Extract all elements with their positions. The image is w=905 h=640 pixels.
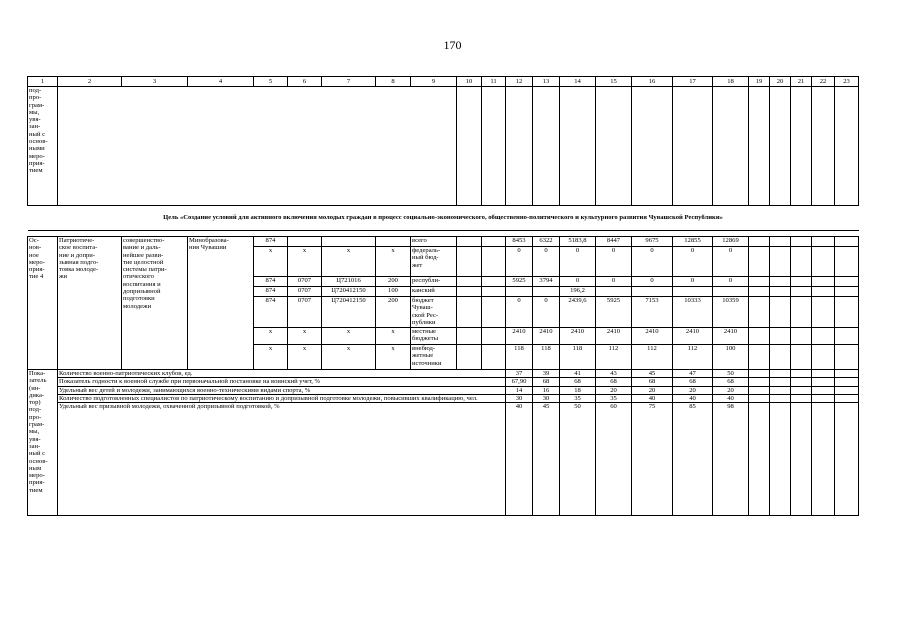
column-number: 15 bbox=[596, 77, 632, 87]
indicator-name: Удельный вес призывной молодежи, охваченной допризывной подготовкой, % bbox=[58, 403, 506, 516]
empty-cell bbox=[835, 87, 859, 206]
column-number: 14 bbox=[560, 77, 596, 87]
indicator-value: 14 bbox=[506, 386, 533, 394]
indicator-value: 50 bbox=[560, 403, 596, 516]
empty-cell bbox=[749, 403, 770, 516]
empty-cell bbox=[482, 277, 506, 287]
indicator-value: 35 bbox=[596, 394, 632, 402]
funding-value: 0 bbox=[506, 297, 533, 328]
funding-value: 10333 bbox=[673, 297, 713, 328]
goal-row bbox=[28, 206, 859, 231]
funding-value: 0 bbox=[632, 247, 673, 277]
funding-value bbox=[673, 287, 713, 297]
indicator-value: 41 bbox=[560, 370, 596, 378]
funding-value: 2410 bbox=[713, 328, 749, 345]
column-number: 16 bbox=[632, 77, 673, 87]
empty-cell bbox=[749, 370, 770, 378]
funding-value: 5925 bbox=[596, 297, 632, 328]
section-code: x bbox=[288, 345, 322, 370]
indicator-row bbox=[28, 394, 859, 402]
empty-cell bbox=[770, 394, 791, 402]
empty-cell bbox=[749, 378, 770, 386]
empty-cell bbox=[835, 378, 859, 386]
expense-type-code: x bbox=[376, 247, 411, 277]
empty-cell bbox=[770, 370, 791, 378]
indicator-row bbox=[28, 386, 859, 394]
empty-cell bbox=[596, 87, 632, 206]
funding-source: республи- bbox=[411, 277, 457, 287]
funding-value: 2410 bbox=[632, 328, 673, 345]
indicator-label-continued: под- про- грам- мы, увя- зан- ный с основ- ными меро- прия- тием bbox=[28, 87, 58, 206]
empty-cell bbox=[770, 247, 791, 277]
empty-cell bbox=[835, 297, 859, 328]
indicator-value: 98 bbox=[713, 403, 749, 516]
funding-source: внебюд- жетные источники bbox=[411, 345, 457, 370]
empty-cell bbox=[457, 287, 482, 297]
empty-cell bbox=[749, 287, 770, 297]
indicator-value: 40 bbox=[506, 403, 533, 516]
empty-cell bbox=[812, 370, 835, 378]
empty-cell bbox=[770, 403, 791, 516]
indicator-continuation-row bbox=[28, 87, 859, 206]
funding-value: 0 bbox=[632, 277, 673, 287]
indicator-value: 68 bbox=[560, 378, 596, 386]
column-number: 19 bbox=[749, 77, 770, 87]
funding-value: 118 bbox=[533, 345, 560, 370]
column-number: 10 bbox=[457, 77, 482, 87]
empty-cell bbox=[791, 297, 812, 328]
expense-type-code: 200 bbox=[376, 277, 411, 287]
empty-cell bbox=[482, 87, 506, 206]
empty-cell bbox=[791, 378, 812, 386]
indicator-name: Количество подготовленных специалистов по патриотическому воспитанию и допризывной подготовке молодежи, повысивших квалификацию, чел. bbox=[58, 394, 506, 402]
funding-value: 118 bbox=[560, 345, 596, 370]
target-item-code: Ц720412150 bbox=[322, 297, 376, 328]
indicator-value: 20 bbox=[673, 386, 713, 394]
section-code: 0707 bbox=[288, 287, 322, 297]
indicator-name: Показатель годности к военной службе при первоначальной постановке на воинский учет, % bbox=[58, 378, 506, 386]
empty-cell bbox=[770, 287, 791, 297]
funding-source: федераль- ный бюд- жет bbox=[411, 247, 457, 277]
budget-code: 874 bbox=[254, 287, 288, 297]
empty-cell bbox=[835, 345, 859, 370]
empty-cell bbox=[812, 287, 835, 297]
empty-cell bbox=[770, 328, 791, 345]
empty-cell bbox=[835, 237, 859, 247]
funding-value: 2410 bbox=[673, 328, 713, 345]
empty-cell bbox=[749, 237, 770, 247]
indicator-value: 43 bbox=[596, 370, 632, 378]
empty-cell bbox=[457, 345, 482, 370]
activity-executor: Минобразова- ния Чувашии bbox=[188, 237, 254, 370]
empty-cell bbox=[749, 386, 770, 394]
budget-code: x bbox=[254, 328, 288, 345]
empty-cell bbox=[835, 287, 859, 297]
indicator-value: 30 bbox=[533, 394, 560, 402]
funding-value: 10359 bbox=[713, 297, 749, 328]
empty-cell bbox=[835, 386, 859, 394]
funding-value bbox=[533, 287, 560, 297]
section-code: 0707 bbox=[288, 277, 322, 287]
indicator-value: 40 bbox=[713, 394, 749, 402]
budget-code: 874 bbox=[254, 277, 288, 287]
empty-cell bbox=[770, 87, 791, 206]
expense-type-code: x bbox=[376, 328, 411, 345]
funding-source: местные бюджеты bbox=[411, 328, 457, 345]
column-number: 4 bbox=[188, 77, 254, 87]
funding-value: 0 bbox=[673, 277, 713, 287]
funding-value: 0 bbox=[596, 247, 632, 277]
empty-cell bbox=[835, 394, 859, 402]
indicator-value: 68 bbox=[713, 378, 749, 386]
funding-value bbox=[632, 287, 673, 297]
funding-value: 0 bbox=[713, 277, 749, 287]
empty-cell bbox=[791, 370, 812, 378]
empty-cell bbox=[770, 378, 791, 386]
expense-type-code: 200 bbox=[376, 297, 411, 328]
funding-value: 6322 bbox=[533, 237, 560, 247]
column-number: 17 bbox=[673, 77, 713, 87]
column-number: 13 bbox=[533, 77, 560, 87]
indicator-value: 37 bbox=[506, 370, 533, 378]
indicator-value: 20 bbox=[632, 386, 673, 394]
empty-cell bbox=[812, 378, 835, 386]
indicator-value: 45 bbox=[533, 403, 560, 516]
page-number: 170 bbox=[443, 38, 462, 52]
section-code: 0707 bbox=[288, 297, 322, 328]
empty-cell bbox=[58, 87, 457, 206]
empty-cell bbox=[791, 386, 812, 394]
funding-value: 2410 bbox=[560, 328, 596, 345]
column-number: 3 bbox=[122, 77, 188, 87]
empty-cell bbox=[812, 277, 835, 287]
target-item-code: Ц720412150 bbox=[322, 287, 376, 297]
empty-cell bbox=[749, 297, 770, 328]
indicator-name: Количество военно-патриотических клубов, ед. bbox=[58, 370, 506, 378]
funding-value: 5183,8 bbox=[560, 237, 596, 247]
empty-cell bbox=[812, 394, 835, 402]
empty-cell bbox=[812, 403, 835, 516]
section-code: x bbox=[288, 247, 322, 277]
indicator-value: 39 bbox=[533, 370, 560, 378]
funding-value: 0 bbox=[713, 247, 749, 277]
funding-source: всего bbox=[411, 237, 457, 247]
empty-cell bbox=[835, 370, 859, 378]
empty-cell bbox=[812, 297, 835, 328]
empty-cell bbox=[770, 277, 791, 287]
indicator-value: 20 bbox=[713, 386, 749, 394]
indicator-value: 85 bbox=[673, 403, 713, 516]
indicator-value: 30 bbox=[506, 394, 533, 402]
column-number: 5 bbox=[254, 77, 288, 87]
funding-value: 12855 bbox=[673, 237, 713, 247]
funding-value: 2439,6 bbox=[560, 297, 596, 328]
column-number: 8 bbox=[376, 77, 411, 87]
funding-value: 100 bbox=[713, 345, 749, 370]
empty-cell bbox=[749, 277, 770, 287]
funding-value bbox=[596, 287, 632, 297]
indicator-name: Удельный вес детей и молодежи, занимающихся военно-техническими видами спорта, % bbox=[58, 386, 506, 394]
empty-cell bbox=[457, 247, 482, 277]
column-number: 1 bbox=[28, 77, 58, 87]
indicator-value: 67,90 bbox=[506, 378, 533, 386]
empty-cell bbox=[770, 345, 791, 370]
indicator-value: 68 bbox=[673, 378, 713, 386]
column-number: 22 bbox=[812, 77, 835, 87]
empty-cell bbox=[812, 386, 835, 394]
funding-value: 2410 bbox=[506, 328, 533, 345]
indicator-value: 50 bbox=[713, 370, 749, 378]
funding-value: 0 bbox=[533, 297, 560, 328]
funding-value: 8453 bbox=[506, 237, 533, 247]
indicator-value: 68 bbox=[533, 378, 560, 386]
empty-cell bbox=[812, 247, 835, 277]
activity-goal: совершенство- вание и даль- нейшее разви- тие целостной системы патри- отического воспитания и допризывной подготовки молодежи bbox=[122, 237, 188, 370]
funding-value: 0 bbox=[596, 277, 632, 287]
funding-value: 0 bbox=[506, 247, 533, 277]
empty-cell bbox=[457, 328, 482, 345]
indicator-value: 18 bbox=[560, 386, 596, 394]
indicator-value: 60 bbox=[596, 403, 632, 516]
empty-cell bbox=[835, 277, 859, 287]
funding-value bbox=[713, 287, 749, 297]
column-number: 12 bbox=[506, 77, 533, 87]
empty-cell bbox=[749, 394, 770, 402]
funding-value: 2410 bbox=[533, 328, 560, 345]
indicator-value: 40 bbox=[673, 394, 713, 402]
indicator-row bbox=[28, 378, 859, 386]
empty-cell bbox=[791, 287, 812, 297]
empty-cell bbox=[835, 247, 859, 277]
column-number-row bbox=[28, 77, 859, 87]
funding-value: 12869 bbox=[713, 237, 749, 247]
empty-cell bbox=[835, 403, 859, 516]
column-number: 18 bbox=[713, 77, 749, 87]
empty-cell bbox=[770, 386, 791, 394]
funding-value: 0 bbox=[673, 247, 713, 277]
indicator-value: 68 bbox=[632, 378, 673, 386]
funding-value: 112 bbox=[673, 345, 713, 370]
empty-cell bbox=[791, 403, 812, 516]
empty-cell bbox=[835, 328, 859, 345]
section-code: x bbox=[288, 328, 322, 345]
target-item-code bbox=[322, 237, 376, 247]
indicator-value: 47 bbox=[673, 370, 713, 378]
empty-cell bbox=[791, 247, 812, 277]
indicator-label: Пока- затель (ин- дика- тор) под- про- грам- мы, увя- зан- ный с основ- ным меро- прия- тием bbox=[28, 370, 58, 516]
empty-cell bbox=[749, 247, 770, 277]
funding-value: 7153 bbox=[632, 297, 673, 328]
empty-cell bbox=[482, 297, 506, 328]
goal-heading: Цель «Создание условий для активного включения молодых граждан в процесс социально-экономического, общественно-политического и культурного развития Чувашской Республики» bbox=[28, 206, 859, 231]
budget-code: x bbox=[254, 345, 288, 370]
indicator-value: 68 bbox=[596, 378, 632, 386]
column-number: 2 bbox=[58, 77, 122, 87]
empty-cell bbox=[457, 297, 482, 328]
indicator-row bbox=[28, 403, 859, 516]
funding-source: бюджет Чуваш- ской Рес- публики bbox=[411, 297, 457, 328]
column-number: 20 bbox=[770, 77, 791, 87]
budget-code: x bbox=[254, 247, 288, 277]
empty-cell bbox=[457, 237, 482, 247]
funding-value: 3794 bbox=[533, 277, 560, 287]
program-table bbox=[27, 76, 859, 516]
empty-cell bbox=[482, 247, 506, 277]
indicator-value: 20 bbox=[596, 386, 632, 394]
empty-cell bbox=[457, 277, 482, 287]
empty-cell bbox=[482, 237, 506, 247]
empty-cell bbox=[482, 345, 506, 370]
empty-cell bbox=[812, 328, 835, 345]
target-item-code: x bbox=[322, 247, 376, 277]
empty-cell bbox=[749, 345, 770, 370]
column-number: 9 bbox=[411, 77, 457, 87]
budget-code: 874 bbox=[254, 237, 288, 247]
empty-cell bbox=[791, 277, 812, 287]
column-number: 23 bbox=[835, 77, 859, 87]
funding-value: 9675 bbox=[632, 237, 673, 247]
empty-cell bbox=[791, 394, 812, 402]
empty-cell bbox=[482, 328, 506, 345]
empty-cell bbox=[560, 87, 596, 206]
funding-value: 5925 bbox=[506, 277, 533, 287]
section-code bbox=[288, 237, 322, 247]
funding-value: 196,2 bbox=[560, 287, 596, 297]
empty-cell bbox=[791, 328, 812, 345]
empty-cell bbox=[713, 87, 749, 206]
empty-cell bbox=[791, 345, 812, 370]
expense-type-code: x bbox=[376, 345, 411, 370]
funding-value: 112 bbox=[632, 345, 673, 370]
target-item-code: x bbox=[322, 345, 376, 370]
activity-kind: Ос- нов- ное меро- прия- тие 4 bbox=[28, 237, 58, 370]
empty-cell bbox=[749, 328, 770, 345]
funding-value: 0 bbox=[560, 247, 596, 277]
funding-source: канский bbox=[411, 287, 457, 297]
funding-value: 8447 bbox=[596, 237, 632, 247]
column-number: 7 bbox=[322, 77, 376, 87]
empty-cell bbox=[673, 87, 713, 206]
funding-value: 112 bbox=[596, 345, 632, 370]
empty-cell bbox=[482, 287, 506, 297]
target-item-code: x bbox=[322, 328, 376, 345]
expense-type-code: 100 bbox=[376, 287, 411, 297]
indicator-value: 75 bbox=[632, 403, 673, 516]
empty-cell bbox=[457, 87, 482, 206]
activity-name: Патриотиче- ское воспита- ние и допри- зывная подго- товка молоде- жи bbox=[58, 237, 122, 370]
target-item-code: Ц721016 bbox=[322, 277, 376, 287]
column-number: 6 bbox=[288, 77, 322, 87]
funding-row bbox=[28, 237, 859, 247]
funding-value: 118 bbox=[506, 345, 533, 370]
empty-cell bbox=[812, 87, 835, 206]
indicator-row bbox=[28, 370, 859, 378]
expense-type-code bbox=[376, 237, 411, 247]
empty-cell bbox=[749, 87, 770, 206]
column-number: 21 bbox=[791, 77, 812, 87]
empty-cell bbox=[770, 237, 791, 247]
empty-cell bbox=[791, 237, 812, 247]
budget-code: 874 bbox=[254, 297, 288, 328]
funding-value: 0 bbox=[533, 247, 560, 277]
empty-cell bbox=[812, 237, 835, 247]
indicator-value: 40 bbox=[632, 394, 673, 402]
empty-cell bbox=[791, 87, 812, 206]
column-number: 11 bbox=[482, 77, 506, 87]
empty-cell bbox=[533, 87, 560, 206]
empty-cell bbox=[812, 345, 835, 370]
empty-cell bbox=[770, 297, 791, 328]
indicator-value: 45 bbox=[632, 370, 673, 378]
indicator-value: 35 bbox=[560, 394, 596, 402]
indicator-value: 16 bbox=[533, 386, 560, 394]
funding-value: 2410 bbox=[596, 328, 632, 345]
funding-value: 0 bbox=[560, 277, 596, 287]
empty-cell bbox=[506, 87, 533, 206]
empty-cell bbox=[632, 87, 673, 206]
funding-value bbox=[506, 287, 533, 297]
